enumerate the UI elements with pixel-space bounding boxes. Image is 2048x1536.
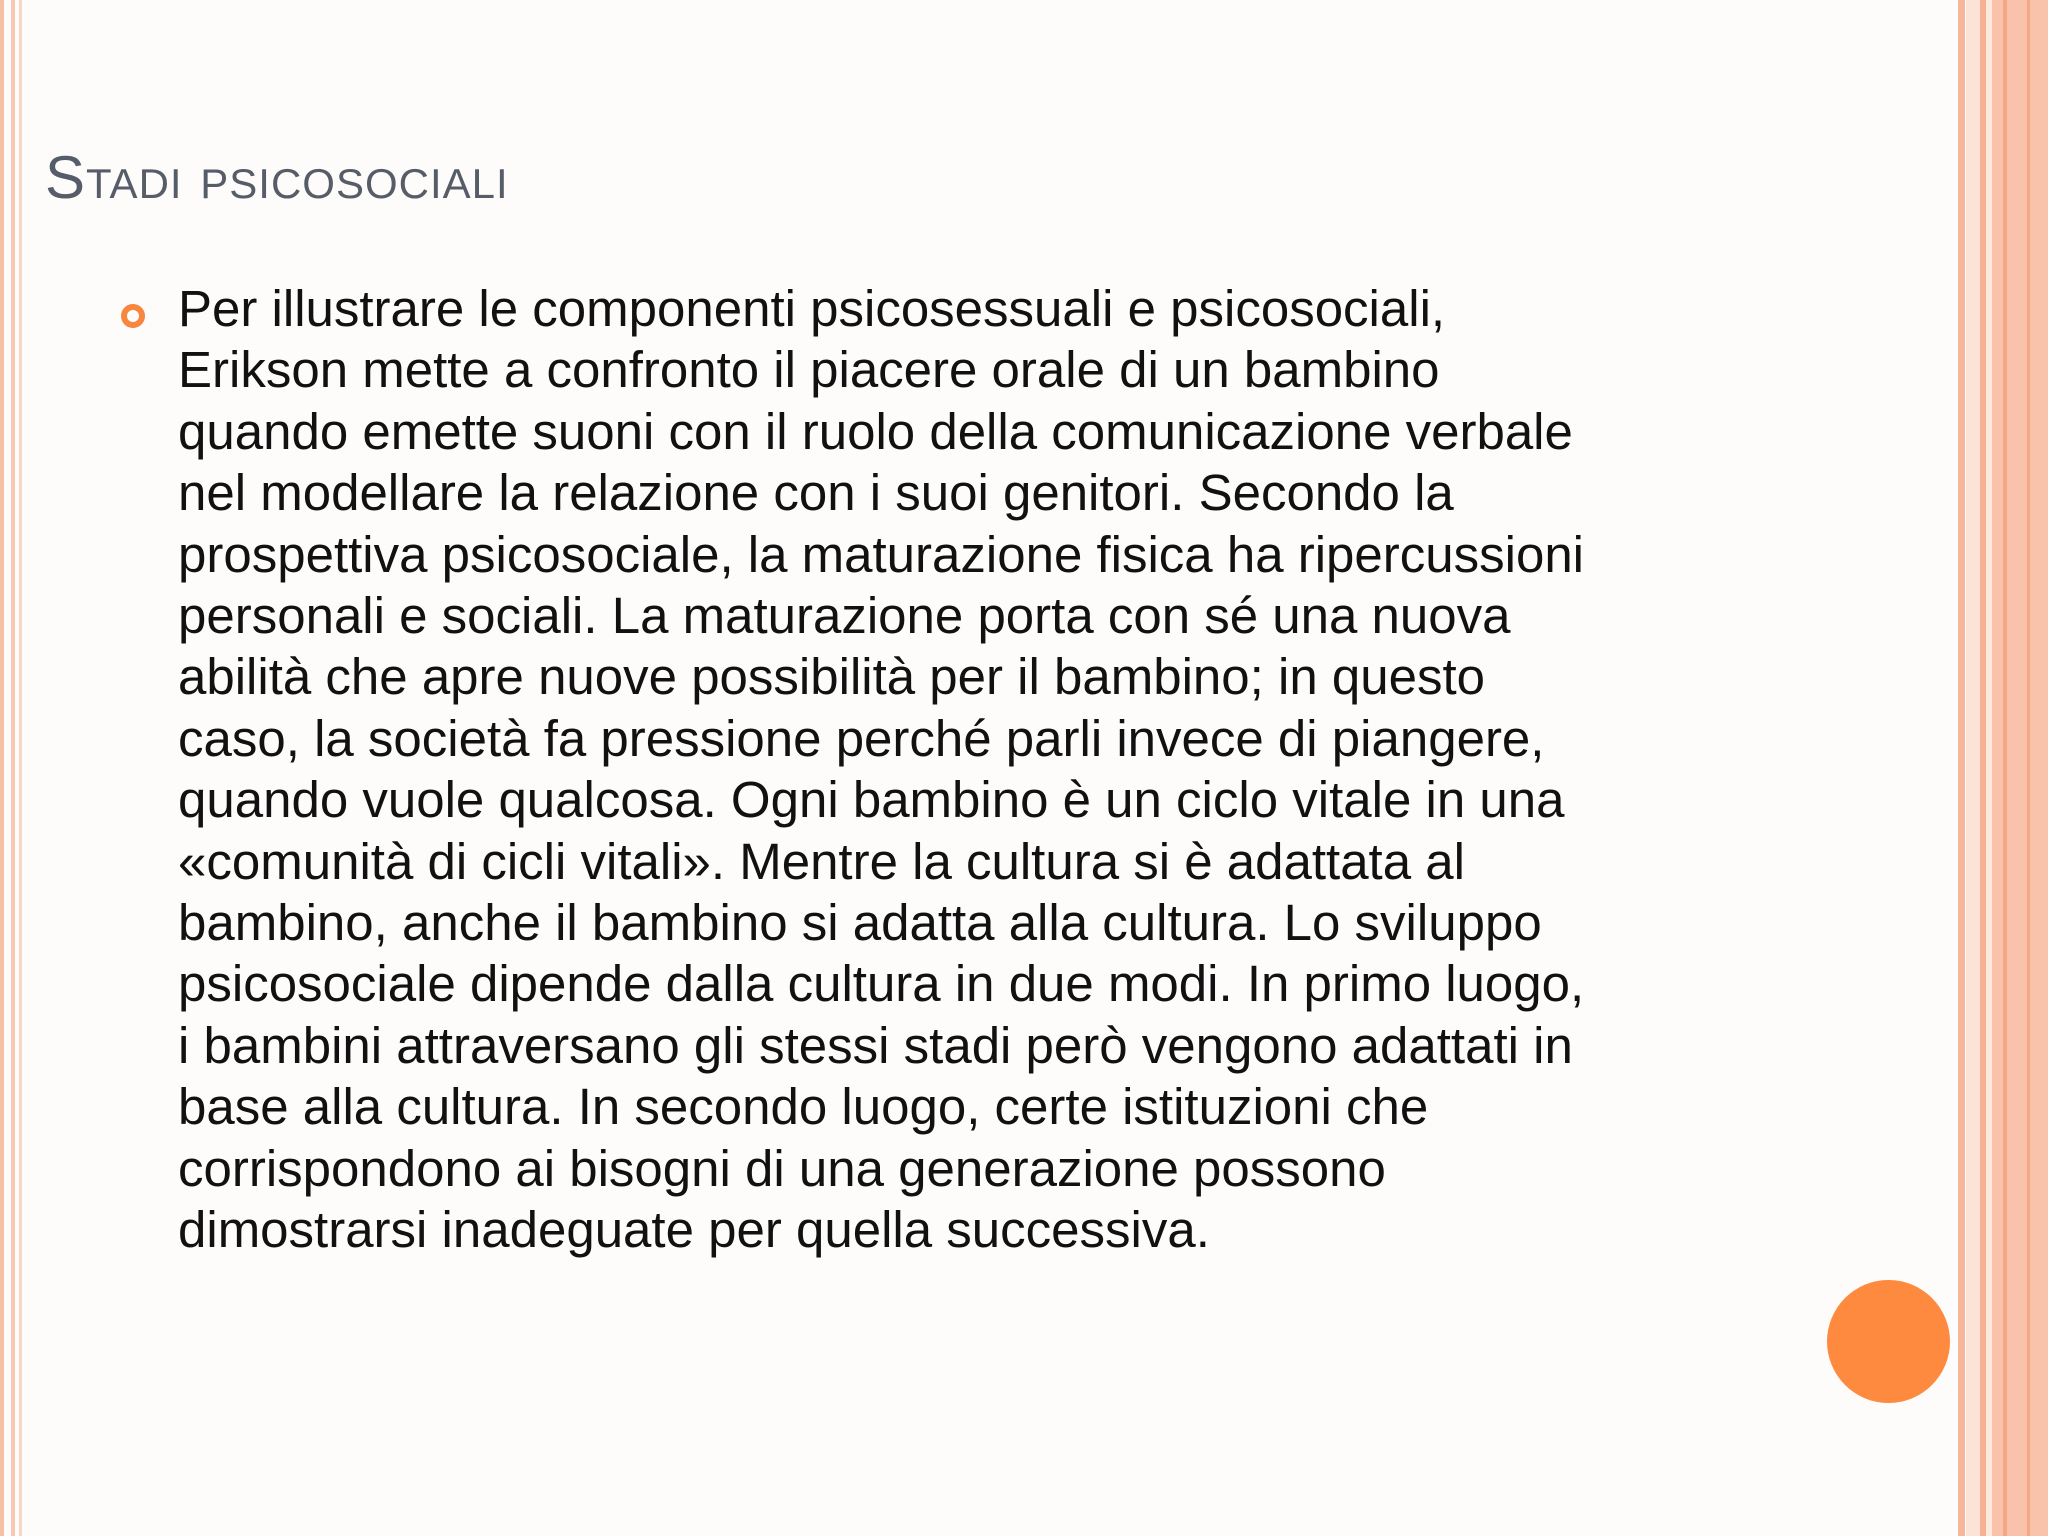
right-border-stripe xyxy=(1992,0,2048,1536)
body-line: corrispondono ai bisogni di una generazione possono xyxy=(178,1139,1386,1197)
body-line: i bambini attraversano gli stessi stadi però vengono adattati in xyxy=(178,1016,1573,1074)
body-line: nel modellare la relazione con i suoi genitori. Secondo la xyxy=(178,464,1454,522)
body-line: psicosociale dipende dalla cultura in due modi. In primo luogo, xyxy=(178,955,1585,1013)
body-line: caso, la società fa pressione perché parli invece di piangere, xyxy=(178,709,1545,767)
body-line: quando emette suoni con il ruolo della comunicazione verbale xyxy=(178,402,1573,460)
body-line: abilità che apre nuove possibilità per il bambino; in questo xyxy=(178,648,1485,706)
body-line: personali e sociali. La maturazione porta con sé una nuova xyxy=(178,587,1511,645)
right-border-stripe xyxy=(1958,0,1965,1536)
body-line: Erikson mette a confronto il piacere orale di un bambino xyxy=(178,341,1440,399)
body-line: prospettiva psicosociale, la maturazione fisica ha ripercussioni xyxy=(178,525,1585,583)
right-border-stripe xyxy=(2003,0,2007,1536)
body-line: Per illustrare le componenti psicosessuali e psicosociali, xyxy=(178,280,1446,337)
orange-circle-decoration xyxy=(1827,1280,1950,1403)
body-line: base alla cultura. In secondo luogo, certe istituzioni che xyxy=(178,1078,1429,1136)
right-border-stripe xyxy=(1966,0,1980,1536)
body-line: «comunità di cicli vitali». Mentre la cultura si è adattata al xyxy=(178,832,1465,890)
body-line: quando vuole qualcosa. Ogni bambino è un ciclo vitale in una xyxy=(178,771,1565,829)
right-border-stripe xyxy=(2027,0,2030,1536)
left-border-stripe xyxy=(11,0,15,1536)
left-border-stripe xyxy=(0,0,4,1536)
slide-body xyxy=(178,278,1878,1261)
slide-title: Stadi psicosociali xyxy=(45,144,509,211)
left-border-stripe xyxy=(19,0,22,1536)
body-line: dimostrarsi inadeguate per quella successiva. xyxy=(178,1201,1210,1259)
ring-bullet-icon xyxy=(121,304,145,328)
body-line: bambino, anche il bambino si adatta alla cultura. Lo sviluppo xyxy=(178,894,1542,952)
